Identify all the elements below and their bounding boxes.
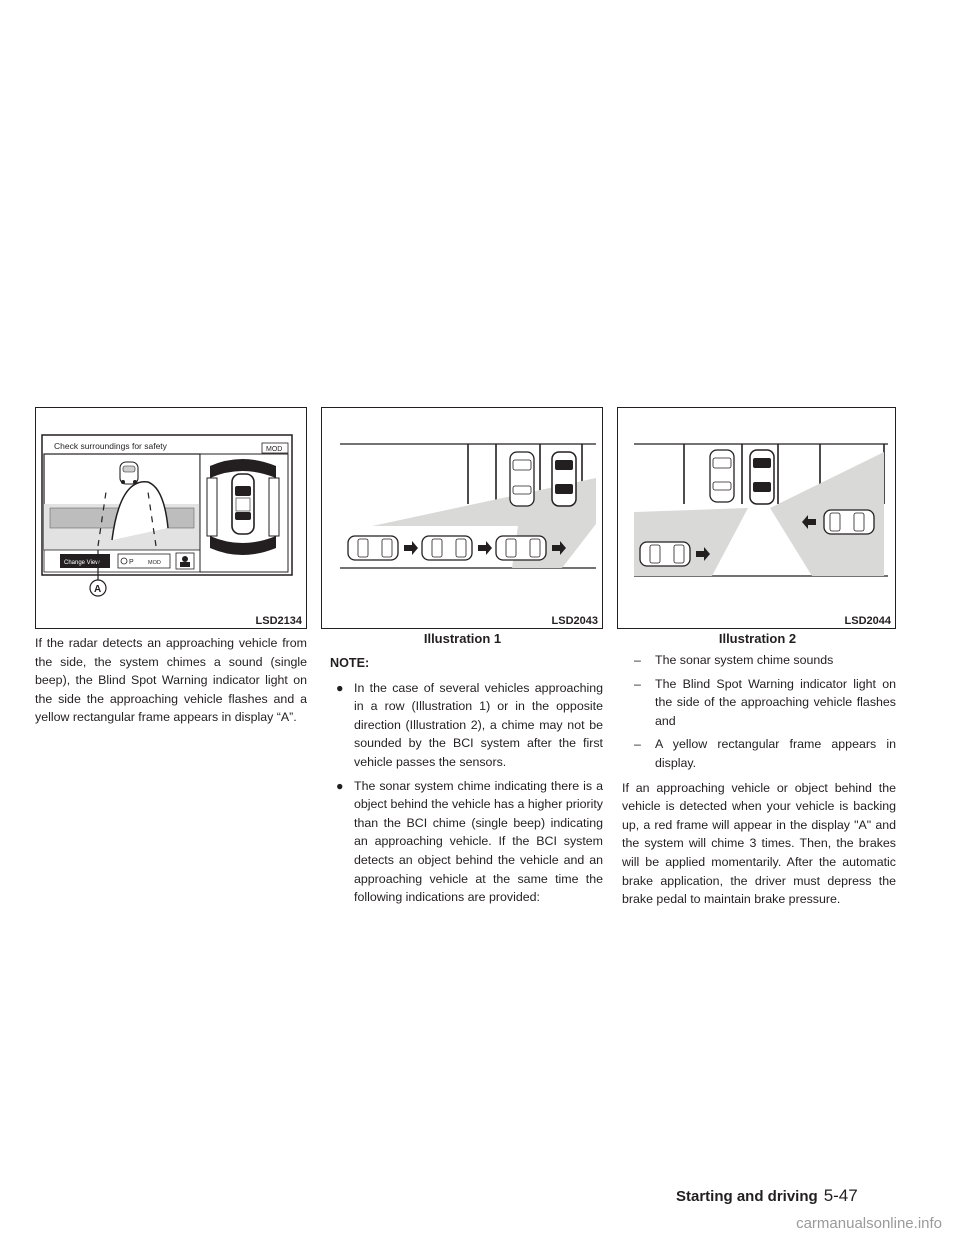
figure-display-screen xyxy=(35,407,307,629)
parked-car-icon xyxy=(710,450,734,502)
approaching-car-icon xyxy=(496,536,546,560)
section-title: Starting and driving xyxy=(676,1188,818,1205)
dash-text: The Blind Spot Warning indicator light on the side of the approaching vehicle flashes and xyxy=(655,676,896,728)
mod-label: MOD xyxy=(266,446,283,453)
callout-a: A xyxy=(94,584,102,595)
watermark: carmanualsonline.info xyxy=(796,1215,942,1232)
note-bullet xyxy=(330,679,603,772)
dash-item: – The Blind Spot Warning indicator light on the side of the approaching vehicle flashes and xyxy=(634,676,896,728)
approaching-car-icon xyxy=(640,542,690,566)
screen-title-text: Check surroundings for safety xyxy=(54,441,167,451)
arrow-right-icon xyxy=(478,541,492,555)
bullet-icon: ● xyxy=(336,680,344,695)
own-car-icon xyxy=(750,450,774,504)
bullet-text: The sonar system chime indicating there is a object behind the vehicle has a higher priority than the BCI chime (single beep) indicating an approaching vehicle. If the BCI system detects an object behind the vehicle and an approaching vehicle at the same time the following indications are provided: xyxy=(354,778,603,905)
page-number: 5-47 xyxy=(823,1186,858,1205)
backing-paragraph: If an approaching vehicle or object behind the vehicle is detected when your vehicle is backing up, a red frame will appear in the display "A" and the system will chime 3 times. Then, the brakes will be applied momentarily. After the automatic brake application, the driver must depress the brake pedal to maintain brake pressure. xyxy=(622,780,896,907)
car-icon xyxy=(120,462,138,484)
figure-illustration-2 xyxy=(617,407,896,629)
column-2 xyxy=(330,654,603,912)
dash-text: A yellow rectangular frame appears in display. xyxy=(655,737,896,770)
approaching-car-icon xyxy=(824,510,874,534)
change-view-label: Change View xyxy=(64,560,100,566)
arrow-right-icon xyxy=(404,541,418,555)
page-footer xyxy=(676,1186,892,1206)
parked-car-icon xyxy=(510,452,534,506)
figure-code: LSD2044 xyxy=(844,615,891,627)
illustration-1-drawing xyxy=(322,408,602,628)
display-screen-illustration xyxy=(36,408,306,628)
column-1 xyxy=(35,634,307,727)
note-heading: NOTE: xyxy=(330,656,370,670)
column-3 xyxy=(622,651,896,909)
dash-item: – A yellow rectangular frame appears in display. xyxy=(634,737,896,770)
illustration-2-drawing xyxy=(618,408,895,628)
mod-small-label: MOD xyxy=(148,560,161,566)
svg-text:P: P xyxy=(129,559,134,566)
dash-item: – The sonar system chime sounds xyxy=(634,653,834,667)
approaching-car-icon xyxy=(422,536,472,560)
own-car-topview-icon xyxy=(232,474,254,534)
bullet-icon: ● xyxy=(336,778,344,793)
dash-text: The sonar system chime sounds xyxy=(655,653,834,667)
note-bullet xyxy=(330,777,603,907)
caption-illustration-2: Illustration 2 xyxy=(718,631,797,646)
approaching-car-icon xyxy=(348,536,398,560)
figure-code: LSD2134 xyxy=(255,615,302,627)
figure-code: LSD2043 xyxy=(551,615,598,627)
own-car-icon xyxy=(552,452,576,506)
intro-paragraph: If the radar detects an approaching vehicle from the side, the system chimes a sound (single beep), the Blind Spot Warning indicator light on the side the approaching vehicle flashes and a yellow rectangular frame appears in display “A”. xyxy=(35,636,307,725)
caption-illustration-1: Illustration 1 xyxy=(423,631,502,646)
bullet-text: In the case of several vehicles approaching in a row (Illustration 1) or in the opposite direction (Illustration 2), a chime may not be sounded by the BCI system after the first vehicle passes the sensors. xyxy=(354,680,603,769)
figure-illustration-1 xyxy=(321,407,603,629)
